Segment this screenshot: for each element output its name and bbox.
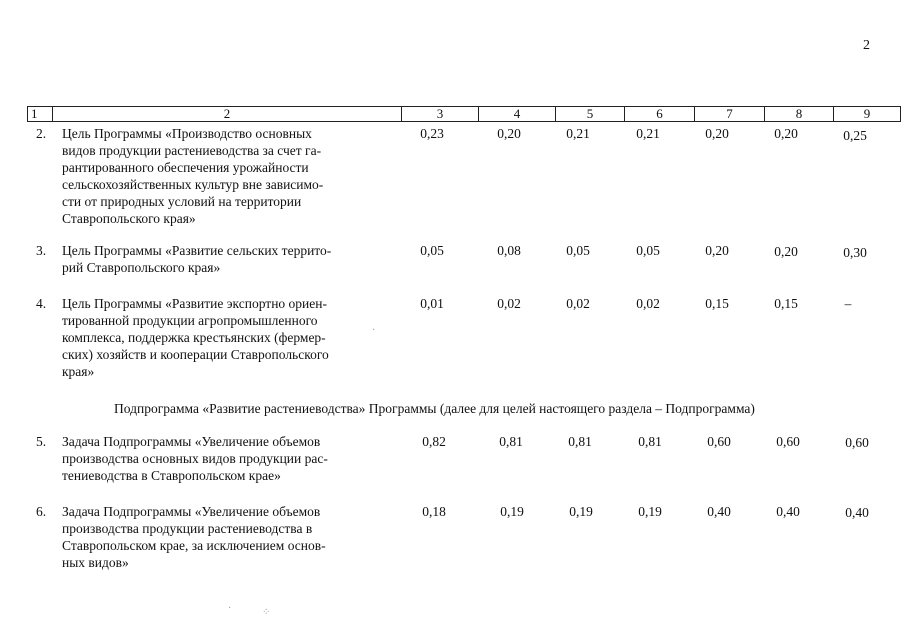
value-col-5: 0,19 [569, 504, 593, 519]
text-line: производства основных видов продукции рас- [62, 451, 328, 466]
value-col-3: 0,23 [420, 126, 444, 141]
value-col-4: 0,20 [497, 126, 521, 141]
header-col-9: 9 [834, 107, 901, 122]
header-col-8: 8 [765, 107, 834, 122]
value-col-9: 0,25 [843, 128, 867, 143]
text-line: Ставропольского края» [62, 211, 196, 226]
value-col-3: 0,01 [420, 296, 444, 311]
scan-speck: · [228, 603, 232, 614]
row-description [62, 242, 369, 276]
value-col-3: 0,18 [422, 504, 446, 519]
value-col-7: 0,20 [705, 243, 729, 258]
header-col-4: 4 [479, 107, 556, 122]
value-col-7: 0,15 [705, 296, 729, 311]
value-col-6: 0,02 [636, 296, 660, 311]
value-col-7: 0,20 [705, 126, 729, 141]
header-col-3: 3 [402, 107, 479, 122]
column-header-table [27, 106, 901, 122]
text-line: сельскохозяйственных культур вне зависимо- [62, 177, 324, 192]
text-line: Ставропольском крае, за исключением основ- [62, 538, 326, 553]
value-col-7: 0,40 [707, 504, 731, 519]
header-col-7: 7 [695, 107, 765, 122]
row-description [62, 503, 369, 571]
row-description [62, 125, 369, 227]
text-line: тированной продукции агропромышленного [62, 313, 318, 328]
value-col-5: 0,02 [566, 296, 590, 311]
text-line: Цель Программы «Развитие экспортно ориен- [62, 296, 327, 311]
value-col-8: 0,60 [776, 434, 800, 449]
row-number: 3. [36, 243, 47, 258]
text-line: комплекса, поддержка крестьянских (фермер- [62, 330, 326, 345]
text-line: тениеводства в Ставропольском крае» [62, 468, 281, 483]
header-col-2: 2 [53, 107, 402, 122]
value-col-6: 0,19 [638, 504, 662, 519]
value-col-4: 0,81 [499, 434, 523, 449]
header-col-6: 6 [625, 107, 695, 122]
row-description [62, 295, 369, 380]
value-col-4: 0,02 [497, 296, 521, 311]
text-line: Задача Подпрограммы «Увеличение объемов [62, 504, 321, 519]
value-col-8: 0,15 [774, 296, 798, 311]
value-col-5: 0,21 [566, 126, 590, 141]
value-col-3: 0,82 [422, 434, 446, 449]
value-col-9: 0,40 [845, 505, 869, 520]
row-number: 5. [36, 434, 47, 449]
text-line: ных видов» [62, 555, 129, 570]
row-description [62, 433, 369, 484]
value-col-4: 0,19 [500, 504, 524, 519]
row-number: 6. [36, 504, 47, 519]
header-row [28, 107, 901, 122]
value-col-8: 0,20 [774, 244, 798, 259]
scan-speck: · [372, 325, 376, 336]
text-line: производства продукции растениеводства в [62, 521, 313, 536]
row-number: 2. [36, 126, 47, 141]
value-col-9: 0,30 [843, 245, 867, 260]
scan-speck: ⁘ [262, 607, 271, 618]
value-col-8: 0,20 [774, 126, 798, 141]
text-line: края» [62, 364, 95, 379]
text-line: рантированного обеспечения урожайности [62, 160, 309, 175]
value-col-9: 0,60 [845, 435, 869, 450]
value-col-9: – [844, 296, 852, 311]
header-col-1: 1 [28, 107, 53, 122]
text-line: рий Ставропольского края» [62, 260, 221, 275]
subprogram-heading-text: Подпрограмма «Развитие растениеводства» Программы (далее для целей настоящего раздела – Подпрограмма) [114, 401, 755, 416]
text-line: видов продукции растениеводства за счет га- [62, 143, 322, 158]
page-number: 2 [863, 38, 870, 53]
value-col-8: 0,40 [776, 504, 800, 519]
value-col-3: 0,05 [420, 243, 444, 258]
text-line: Цель Программы «Развитие сельских террито- [62, 243, 332, 258]
text-line: Задача Подпрограммы «Увеличение объемов [62, 434, 321, 449]
value-col-5: 0,81 [568, 434, 592, 449]
text-line: ских) хозяйств и кооперации Ставропольского [62, 347, 329, 362]
text-line: сти от природных условий на территории [62, 194, 302, 209]
value-col-7: 0,60 [707, 434, 731, 449]
value-col-6: 0,81 [638, 434, 662, 449]
value-col-6: 0,05 [636, 243, 660, 258]
value-col-5: 0,05 [566, 243, 590, 258]
value-col-4: 0,08 [497, 243, 521, 258]
value-col-6: 0,21 [636, 126, 660, 141]
row-number: 4. [36, 296, 47, 311]
header-col-5: 5 [556, 107, 625, 122]
text-line: Цель Программы «Производство основных [62, 126, 312, 141]
